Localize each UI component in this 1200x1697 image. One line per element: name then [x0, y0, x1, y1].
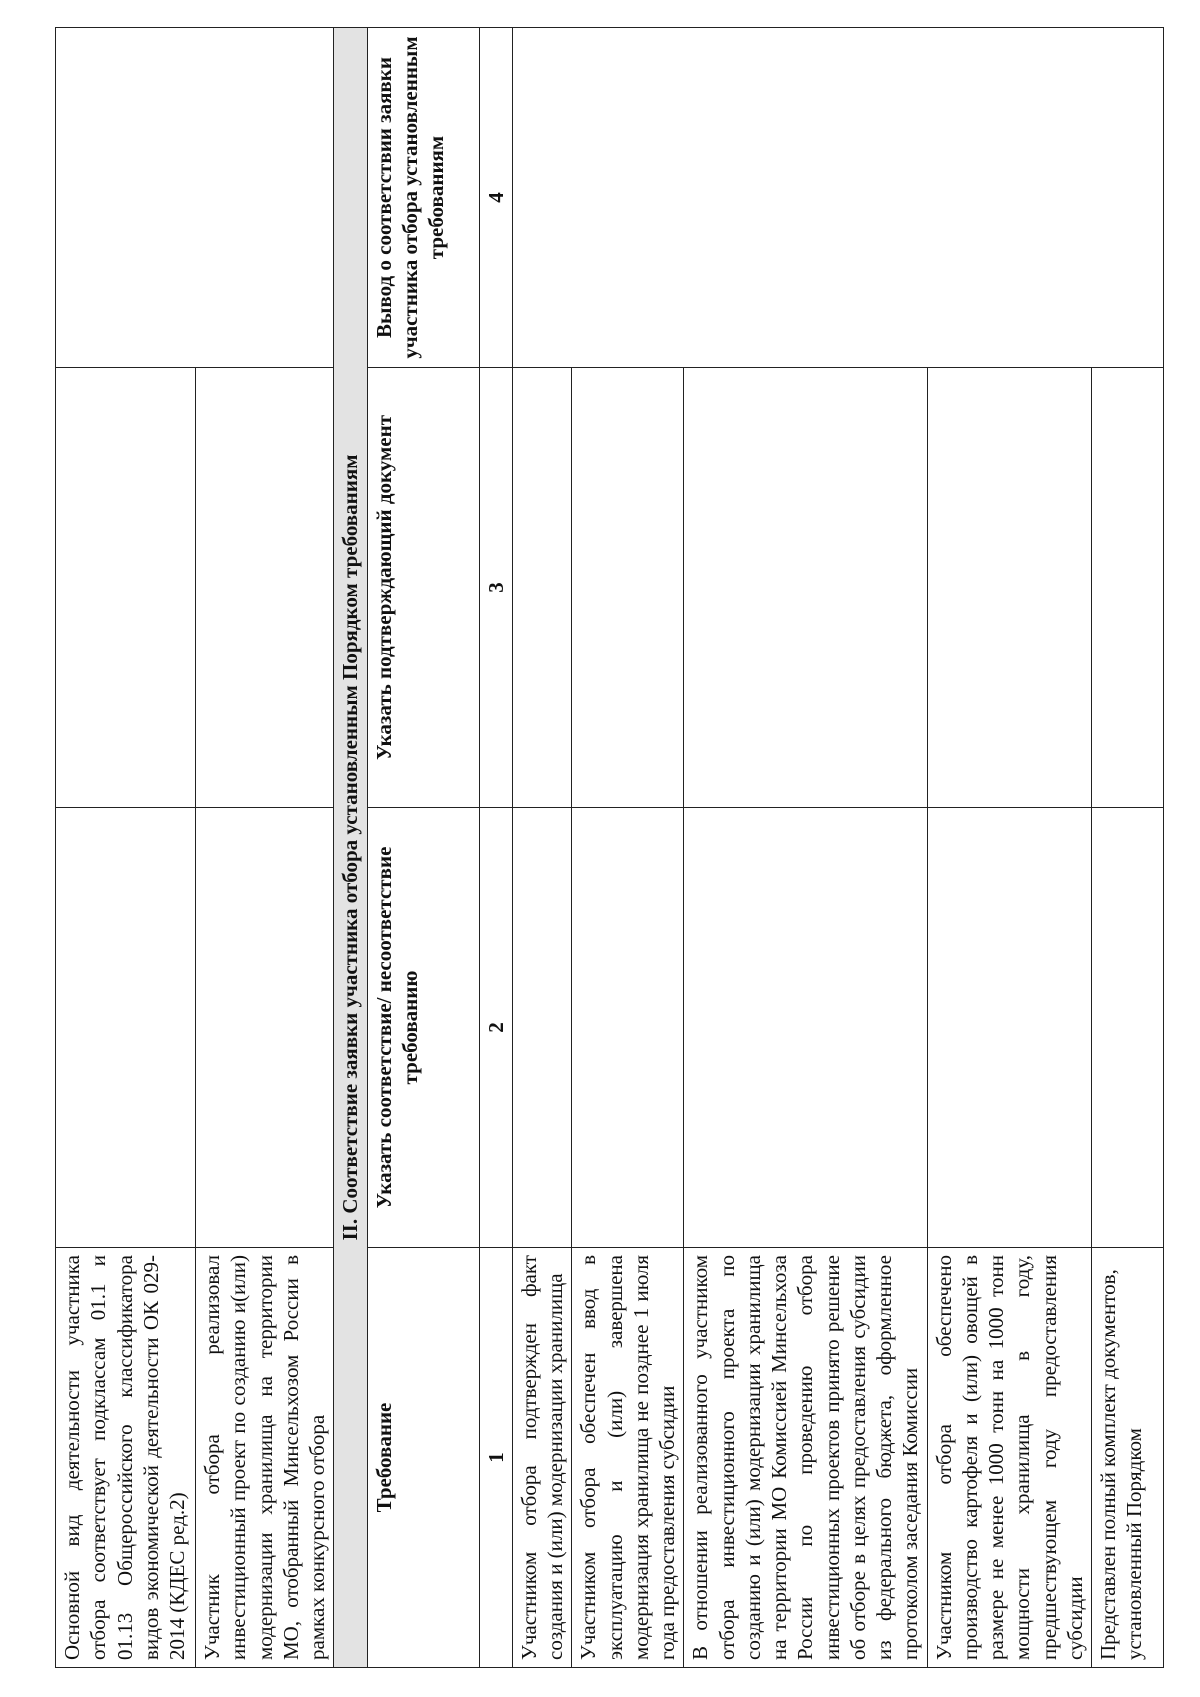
document-cell [927, 368, 1092, 808]
compliance-cell [684, 808, 927, 1248]
column-number: 3 [479, 368, 512, 808]
empty-cell [56, 28, 334, 368]
column-header-conclusion: Вывод о соответствии заявки участника отбора установленным требованиям [367, 28, 479, 368]
document-cell [572, 368, 684, 808]
requirement-cell: Участником отбора обеспечено производство картофеля и (или) овощей в размере не менее 1000 тонн на 1000 тонн мощности хранилища в году, предшествующем году предоставления субсидии [927, 1248, 1092, 1668]
document-cell [512, 368, 572, 808]
column-number: 1 [479, 1248, 512, 1668]
empty-cell [56, 808, 196, 1248]
column-header-compliance: Указать соответствие/ несоответствие требованию [367, 808, 479, 1248]
criterion-cell: Основной вид деятельности участника отбора соответствует подклассам 01.1 и 01.13 Общероссийского классификатора видов экономической деятельности ОК 029-2014 (КДЕС ред.2) [56, 1248, 196, 1668]
compliance-cell [927, 808, 1092, 1248]
compliance-cell [512, 808, 572, 1248]
column-number: 2 [479, 808, 512, 1248]
document-page [55, 28, 1145, 1668]
requirement-cell: Участником отбора обеспечен ввод в эксплуатацию и (или) завершена модернизация хранилища не позднее 1 июля года предоставления субсидии [572, 1248, 684, 1668]
requirement-cell: Участником отбора подтвержден факт создания и (или) модернизации хранилища [512, 1248, 572, 1668]
document-cell [684, 368, 927, 808]
column-header-document: Указать подтверждающий документ [367, 368, 479, 808]
document-cell [1092, 368, 1164, 808]
compliance-cell [1092, 808, 1164, 1248]
column-number: 4 [479, 28, 512, 368]
table-row [56, 28, 196, 1668]
column-number-row [479, 28, 512, 1668]
compliance-cell [572, 808, 684, 1248]
column-header-requirement: Требование [367, 1248, 479, 1668]
empty-cell [56, 368, 196, 808]
conclusion-cell [512, 28, 1163, 368]
empty-cell-split [196, 368, 334, 808]
table-row [512, 28, 572, 1668]
column-header-row [367, 28, 479, 1668]
requirement-cell: В отношении реализованного участником отбора инвестиционного проекта по созданию и (или) модернизации хранилища на территории МО Комиссией Минсельхоза России по проведению отбора инвестиционных проектов принято решение об отборе в целях предоставления субсидии из федерального бюджета, оформленное протоколом заседания Комиссии [684, 1248, 927, 1668]
empty-cell [196, 808, 334, 1248]
requirements-table [55, 27, 1164, 1668]
section-header-row [334, 28, 367, 1668]
criterion-cell: Участник отбора реализовал инвестиционный проект по созданию и(или) модернизации хранилища на территории МО, отобранный Минсельхозом России в рамках конкурсного отбора [196, 1248, 334, 1668]
requirement-cell: Представлен полный комплект документов, установленный Порядком [1092, 1248, 1164, 1668]
section-title: II. Соответствие заявки участника отбора установленным Порядком требованиям [334, 28, 367, 1668]
